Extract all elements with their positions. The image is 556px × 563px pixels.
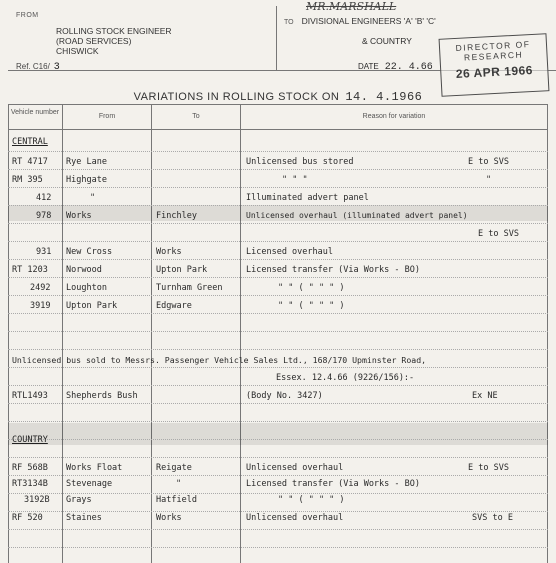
received-stamp xyxy=(439,33,550,97)
col-header-from: From xyxy=(98,113,116,120)
reference xyxy=(16,62,60,73)
vehicle-number: RF 568B xyxy=(12,463,48,473)
stamp-line-2: RESEARCH xyxy=(463,49,524,63)
from-cell: Works Float xyxy=(66,463,123,473)
vehicle-number: RT3134B xyxy=(12,479,48,489)
from-cell: New Cross xyxy=(66,247,113,257)
ref-number: 3 xyxy=(53,62,60,73)
row-rule xyxy=(8,169,548,170)
row-rule xyxy=(8,241,548,242)
header-from-box xyxy=(8,6,277,71)
col-divider-1 xyxy=(62,105,63,563)
to-cell: " xyxy=(176,479,182,489)
handwritten-name: MR.MARSHALL xyxy=(306,0,397,13)
col-divider-2 xyxy=(151,105,152,563)
reason-cell: Licensed overhaul xyxy=(246,247,333,257)
reason-cell: Unlicensed overhaul xyxy=(246,463,344,473)
vehicle-number: 412 xyxy=(36,193,52,203)
title-date: 14. 4.1966 xyxy=(345,90,423,104)
section-central: CENTRAL xyxy=(12,137,48,147)
row-rule xyxy=(8,457,548,458)
extra-cell: Ex NE xyxy=(472,391,498,401)
to-cell: Edgware xyxy=(156,301,192,311)
col-header-to: To xyxy=(192,113,200,120)
col-header-vehicle: Vehicle number xyxy=(10,109,60,116)
shade-band xyxy=(8,423,548,445)
sale-line-2: Essex. 12.4.66 (9226/156):- xyxy=(276,373,415,383)
vehicle-number: 931 xyxy=(36,247,52,257)
col-divider-3 xyxy=(240,105,241,563)
vehicle-number: 978 xyxy=(36,211,52,221)
reason-cell: Licensed transfer (Via Works - BO) xyxy=(246,265,420,275)
extra-cell: E to SVS xyxy=(478,229,519,239)
row-rule xyxy=(8,277,548,278)
vehicle-number: 3192B xyxy=(24,495,50,505)
row-rule xyxy=(8,493,548,494)
reason-cell: Licensed transfer (Via Works - BO) xyxy=(246,479,420,489)
extra-cell: " xyxy=(486,175,492,185)
vehicle-number: RT 1203 xyxy=(12,265,48,275)
title-text: VARIATIONS IN ROLLING STOCK ON xyxy=(133,91,340,103)
to-cell: Works xyxy=(156,513,182,523)
row-rule xyxy=(8,403,548,404)
body-number: (Body No. 3427) xyxy=(246,391,323,401)
from-address xyxy=(56,26,172,56)
row-rule xyxy=(8,205,548,206)
from-cell: Upton Park xyxy=(66,301,118,311)
stamp-date: 26 APR 1966 xyxy=(455,62,534,81)
row-rule xyxy=(8,259,548,260)
table-border-right xyxy=(547,105,548,563)
row-rule xyxy=(8,331,548,332)
row-rule xyxy=(8,529,548,530)
sale-line-1: Unlicensed bus sold to Messrs. Passenger Vehicle Sales Ltd., 168/170 Upminster Road, xyxy=(12,355,427,365)
row-rule xyxy=(8,295,548,296)
reason-cell: Unlicensed overhaul (illuminated advert panel) xyxy=(246,211,468,220)
row-rule xyxy=(8,223,548,224)
row-rule xyxy=(8,151,548,152)
reason-cell: " " ( " " " ) xyxy=(278,301,345,311)
row-rule xyxy=(8,511,548,512)
table-border-left xyxy=(8,105,9,563)
row-rule xyxy=(8,421,548,422)
to-country: & COUNTRY xyxy=(362,36,412,46)
to-cell: Works xyxy=(156,247,182,257)
from-cell: Stevenage xyxy=(66,479,113,489)
reason-cell: Unlicensed bus stored xyxy=(246,157,354,167)
row-rule xyxy=(8,439,548,440)
row-rule xyxy=(8,547,548,548)
extra-cell: SVS to E xyxy=(472,513,513,523)
vehicle-number: RT 4717 xyxy=(12,157,48,167)
from-line-1: ROLLING STOCK ENGINEER xyxy=(56,26,172,36)
vehicle-number: RTL1493 xyxy=(12,391,48,401)
from-label: FROM xyxy=(16,12,39,19)
reason-cell: " " ( " " " ) xyxy=(278,283,345,293)
vehicle-number: 2492 xyxy=(30,283,51,293)
reason-cell: Illuminated advert panel xyxy=(246,193,369,203)
to-cell: Turnham Green xyxy=(156,283,223,293)
row-rule xyxy=(8,187,548,188)
to-label: TO xyxy=(284,19,294,26)
from-cell: Shepherds Bush xyxy=(66,391,138,401)
from-cell: Highgate xyxy=(66,175,107,185)
vehicle-number: 3919 xyxy=(30,301,51,311)
ref-label: Ref. C16/ xyxy=(16,62,50,71)
date-value: 22. 4.66 xyxy=(384,62,433,73)
vehicle-number: RM 395 xyxy=(12,175,43,185)
from-line-3: CHISWICK xyxy=(56,46,99,56)
from-cell: " xyxy=(90,193,96,203)
row-rule xyxy=(8,385,548,386)
from-cell: Grays xyxy=(66,495,92,505)
from-cell: Norwood xyxy=(66,265,102,275)
from-line-2: (ROAD SERVICES) xyxy=(56,36,132,46)
to-cell: Hatfield xyxy=(156,495,197,505)
from-cell: Rye Lane xyxy=(66,157,107,167)
reason-cell: Unlicensed overhaul xyxy=(246,513,344,523)
variations-table xyxy=(8,104,548,563)
to-cell: Upton Park xyxy=(156,265,208,275)
to-cell: Reigate xyxy=(156,463,192,473)
vehicle-number: RF 520 xyxy=(12,513,43,523)
row-rule xyxy=(8,475,548,476)
row-rule xyxy=(8,313,548,314)
extra-cell: E to SVS xyxy=(468,463,509,473)
date-line xyxy=(358,62,433,73)
from-cell: Works xyxy=(66,211,92,221)
reason-cell: " " ( " " " ) xyxy=(278,495,345,505)
to-line xyxy=(284,16,436,26)
from-cell: Loughton xyxy=(66,283,107,293)
stamp-line-1: DIRECTOR OF xyxy=(455,39,531,53)
from-cell: Staines xyxy=(66,513,102,523)
header-rule xyxy=(8,129,548,130)
to-cell: Finchley xyxy=(156,211,197,221)
col-header-reason: Reason for variation xyxy=(362,113,426,120)
to-recipients: DIVISIONAL ENGINEERS 'A' 'B' 'C' xyxy=(301,16,436,26)
page-title xyxy=(0,90,556,104)
date-label: DATE xyxy=(358,62,379,71)
section-country: COUNTRY xyxy=(12,435,48,445)
row-rule xyxy=(8,367,548,368)
reason-cell: " " " xyxy=(282,175,308,185)
row-rule xyxy=(8,349,548,350)
extra-cell: E to SVS xyxy=(468,157,509,167)
